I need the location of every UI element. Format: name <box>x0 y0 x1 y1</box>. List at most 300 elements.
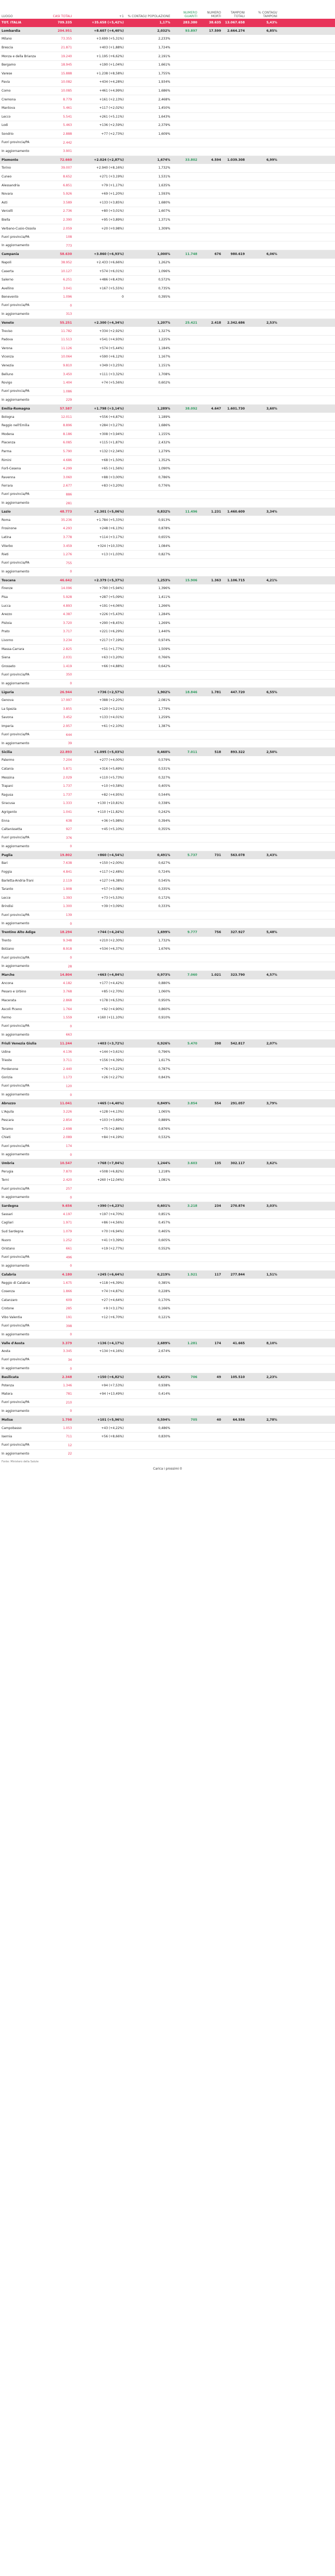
province-row[interactable] <box>0 1450 335 1459</box>
empty-cell <box>199 86 223 95</box>
empty-cell <box>307 1005 335 1014</box>
empty-cell <box>223 1048 247 1056</box>
empty-cell <box>279 1450 307 1459</box>
province-row[interactable] <box>0 499 335 508</box>
empty-cell <box>247 979 279 988</box>
province-row[interactable] <box>0 370 335 379</box>
region-row[interactable] <box>0 27 335 35</box>
province-row[interactable] <box>0 790 335 799</box>
empty-cell <box>223 1244 247 1253</box>
province-row[interactable] <box>0 996 335 1005</box>
total-cases: 229 <box>41 396 73 405</box>
province-row[interactable] <box>0 825 335 834</box>
place-name: Piacenza <box>0 439 41 448</box>
province-row[interactable] <box>0 327 335 335</box>
province-row[interactable] <box>0 421 335 430</box>
region-row[interactable] <box>0 1202 335 1210</box>
province-row[interactable] <box>0 275 335 284</box>
province-row[interactable] <box>0 516 335 524</box>
province-row[interactable] <box>0 894 335 902</box>
empty-cell <box>172 344 199 353</box>
province-row[interactable] <box>0 130 335 138</box>
daily-increase: +860 (+4,54%) <box>73 851 125 859</box>
province-row[interactable] <box>0 1244 335 1253</box>
empty-cell <box>199 1133 223 1142</box>
empty-cell <box>199 1450 223 1459</box>
province-row[interactable] <box>0 1305 335 1313</box>
empty-cell <box>307 95 335 104</box>
province-row[interactable] <box>0 396 335 405</box>
province-row[interactable] <box>0 482 335 491</box>
province-row[interactable] <box>0 671 335 680</box>
region-row[interactable] <box>0 1270 335 1279</box>
empty-cell <box>199 1347 223 1356</box>
province-row[interactable] <box>0 1151 335 1159</box>
empty-cell <box>199 1424 223 1432</box>
empty-cell <box>172 525 199 533</box>
province-row[interactable] <box>0 456 335 465</box>
province-row[interactable] <box>0 1005 335 1014</box>
province-row[interactable] <box>0 413 335 421</box>
empty-cell <box>307 610 335 619</box>
province-row[interactable] <box>0 1107 335 1116</box>
province-row[interactable] <box>0 988 335 997</box>
province-row[interactable] <box>0 550 335 559</box>
empty-cell <box>307 318 335 327</box>
empty-cell <box>172 1168 199 1176</box>
province-row[interactable] <box>0 224 335 233</box>
pct-population: 1,902% <box>125 688 172 696</box>
empty-cell <box>307 722 335 731</box>
province-row[interactable] <box>0 1364 335 1373</box>
place-name: In aggiornamento <box>0 396 41 405</box>
province-row[interactable] <box>0 1210 335 1219</box>
empty-cell <box>223 396 247 405</box>
total-cases: 4.136 <box>41 1048 73 1056</box>
province-row[interactable] <box>0 172 335 181</box>
empty-cell <box>247 241 279 250</box>
province-row[interactable] <box>0 121 335 130</box>
empty-cell <box>307 396 335 405</box>
province-row[interactable] <box>0 1279 335 1287</box>
province-row[interactable] <box>0 1322 335 1331</box>
empty-cell <box>307 902 335 911</box>
empty-cell <box>199 396 223 405</box>
province-row[interactable] <box>0 259 335 267</box>
header-tamponi[interactable]: TAMPONI TOTALI <box>230 11 245 18</box>
empty-cell <box>247 584 279 593</box>
empty-cell <box>279 1227 307 1236</box>
province-row[interactable] <box>0 1048 335 1056</box>
empty-cell <box>307 696 335 705</box>
province-row[interactable] <box>0 1390 335 1399</box>
empty-cell <box>199 628 223 636</box>
daily-increase: +73 (+5,53%) <box>73 894 125 902</box>
pct-population: 2,432% <box>125 439 172 448</box>
pct-population: 1,151% <box>125 361 172 370</box>
empty-cell <box>172 1005 199 1014</box>
total-cases: 19.240 <box>41 52 73 61</box>
province-row[interactable] <box>0 1142 335 1151</box>
empty-cell <box>247 1450 279 1459</box>
place-name: Siracusa <box>0 799 41 808</box>
province-row[interactable] <box>0 739 335 748</box>
province-row[interactable] <box>0 1398 335 1407</box>
load-more-link[interactable]: Carica i prossimi 0 <box>153 1466 182 1471</box>
region-row[interactable] <box>0 748 335 756</box>
province-row[interactable] <box>0 1065 335 1074</box>
province-row[interactable] <box>0 1347 335 1356</box>
province-row[interactable] <box>0 284 335 293</box>
empty-cell <box>172 739 199 748</box>
province-row[interactable] <box>0 1168 335 1176</box>
empty-cell <box>279 953 307 962</box>
province-row[interactable] <box>0 60 335 69</box>
pct-population: 0,735% <box>125 284 172 293</box>
empty-cell <box>199 1082 223 1091</box>
province-row[interactable] <box>0 69 335 78</box>
province-row[interactable] <box>0 78 335 87</box>
province-row[interactable] <box>0 1133 335 1142</box>
province-row[interactable] <box>0 945 335 954</box>
region-row[interactable] <box>0 1339 335 1347</box>
province-row[interactable] <box>0 335 335 344</box>
province-row[interactable] <box>0 112 335 121</box>
province-row[interactable] <box>0 138 335 147</box>
province-row[interactable] <box>0 817 335 825</box>
region-row[interactable] <box>0 928 335 936</box>
empty-cell <box>172 731 199 739</box>
province-row[interactable] <box>0 104 335 112</box>
daily-increase: +390 (+4,23%) <box>73 1202 125 1210</box>
header-luogo[interactable]: LUOGO <box>2 15 13 18</box>
total-cases: 7.204 <box>41 756 73 764</box>
province-row[interactable] <box>0 387 335 396</box>
province-row[interactable] <box>0 215 335 224</box>
pct-tests: 3,03% <box>247 1202 279 1210</box>
empty-cell <box>199 610 223 619</box>
province-row[interactable] <box>0 542 335 551</box>
empty-cell <box>172 189 199 198</box>
region-row[interactable] <box>0 1099 335 1107</box>
pct-population: 1,266% <box>125 602 172 610</box>
province-row[interactable] <box>0 490 335 499</box>
empty-cell <box>279 1244 307 1253</box>
province-row[interactable] <box>0 464 335 473</box>
empty-cell <box>199 335 223 344</box>
province-row[interactable] <box>0 525 335 533</box>
province-row[interactable] <box>0 962 335 971</box>
province-row[interactable] <box>0 843 335 851</box>
empty-cell <box>307 344 335 353</box>
pct-population: 0,172% <box>125 894 172 902</box>
empty-cell <box>199 259 223 267</box>
province-row[interactable] <box>0 1091 335 1100</box>
province-row[interactable] <box>0 722 335 731</box>
region-row[interactable] <box>0 250 335 259</box>
header-contagi-popolazione[interactable]: % CONTAGI/ POPOLAZIONE <box>127 15 171 18</box>
province-row[interactable] <box>0 1116 335 1125</box>
daily-increase: +574 (+5,44%) <box>73 344 125 353</box>
region-row[interactable] <box>0 688 335 696</box>
pct-population: 1,440% <box>125 628 172 636</box>
province-row[interactable] <box>0 1236 335 1245</box>
province-row[interactable] <box>0 653 335 662</box>
province-row[interactable] <box>0 662 335 671</box>
province-row[interactable] <box>0 731 335 739</box>
province-row[interactable] <box>0 756 335 764</box>
province-row[interactable] <box>0 361 335 370</box>
daily-increase: +156 (+4,39%) <box>73 1056 125 1065</box>
empty-cell <box>247 181 279 190</box>
province-row[interactable] <box>0 593 335 602</box>
province-row[interactable] <box>0 773 335 782</box>
total-row[interactable] <box>0 19 335 27</box>
province-row[interactable] <box>0 876 335 885</box>
empty-cell <box>172 301 199 310</box>
header-contagi-tamponi[interactable]: % CONTAGI/ TAMPONI <box>258 11 277 18</box>
province-row[interactable] <box>0 189 335 198</box>
province-row[interactable] <box>0 1013 335 1022</box>
region-row[interactable] <box>0 1373 335 1381</box>
daily-increase: +95 (+3,89%) <box>73 215 125 224</box>
pct-population: 2,674% <box>125 1347 172 1356</box>
province-row[interactable] <box>0 1176 335 1185</box>
province-row[interactable] <box>0 645 335 654</box>
province-row[interactable] <box>0 1424 335 1432</box>
province-row[interactable] <box>0 1356 335 1364</box>
province-row[interactable] <box>0 35 335 43</box>
empty-cell <box>223 817 247 825</box>
empty-cell <box>307 456 335 465</box>
empty-cell <box>73 1022 125 1031</box>
empty-cell <box>223 790 247 799</box>
province-row[interactable] <box>0 679 335 688</box>
empty-cell <box>247 859 279 868</box>
empty-cell <box>223 1432 247 1441</box>
empty-cell <box>279 1116 307 1125</box>
province-row[interactable] <box>0 911 335 920</box>
empty-cell <box>223 1022 247 1031</box>
place-name: Fermo <box>0 1013 41 1022</box>
province-row[interactable] <box>0 859 335 868</box>
province-row[interactable] <box>0 937 335 945</box>
header-incremento[interactable]: +1 <box>119 15 124 18</box>
empty-cell <box>199 671 223 680</box>
province-row[interactable] <box>0 353 335 362</box>
province-row[interactable] <box>0 834 335 843</box>
pct-population: 0,572% <box>125 275 172 284</box>
province-row[interactable] <box>0 705 335 713</box>
empty-cell <box>247 825 279 834</box>
province-row[interactable] <box>0 430 335 439</box>
empty-cell <box>307 69 335 78</box>
province-row[interactable] <box>0 233 335 241</box>
empty-cell <box>247 731 279 739</box>
province-row[interactable] <box>0 439 335 448</box>
header-guariti[interactable]: NUMERO GUARITI <box>183 11 198 18</box>
province-row[interactable] <box>0 52 335 61</box>
daily-increase: +111 (+3,32%) <box>73 370 125 379</box>
province-row[interactable] <box>0 868 335 876</box>
total-cases: 4.182 <box>41 979 73 988</box>
province-row[interactable] <box>0 920 335 928</box>
province-row[interactable] <box>0 764 335 773</box>
empty-cell <box>172 593 199 602</box>
province-row[interactable] <box>0 1056 335 1065</box>
empty-cell <box>172 705 199 713</box>
empty-cell <box>172 619 199 628</box>
place-name: In aggiornamento <box>0 147 41 156</box>
place-name: Teramo <box>0 1125 41 1133</box>
header-morti[interactable]: NUMERO MORTI <box>207 11 221 18</box>
province-row[interactable] <box>0 1074 335 1082</box>
empty-cell <box>307 1253 335 1262</box>
province-row[interactable] <box>0 619 335 628</box>
province-row[interactable] <box>0 902 335 911</box>
province-row[interactable] <box>0 1432 335 1441</box>
pct-population: 1,184% <box>125 344 172 353</box>
place-name: Fuori provincia/PA <box>0 1142 41 1151</box>
province-row[interactable] <box>0 378 335 387</box>
province-row[interactable] <box>0 1227 335 1236</box>
province-row[interactable] <box>0 1219 335 1228</box>
province-row[interactable] <box>0 1407 335 1416</box>
total-cases: 73.355 <box>41 35 73 43</box>
province-row[interactable] <box>0 1441 335 1450</box>
province-row[interactable] <box>0 86 335 95</box>
total-cases: 350 <box>41 671 73 680</box>
pct-population: 0,355% <box>125 825 172 834</box>
province-row[interactable] <box>0 344 335 353</box>
empty-cell <box>247 1142 279 1151</box>
empty-cell <box>279 1347 307 1356</box>
province-row[interactable] <box>0 1125 335 1133</box>
region-row[interactable] <box>0 156 335 164</box>
region-row[interactable] <box>0 851 335 859</box>
province-row[interactable] <box>0 533 335 542</box>
empty-cell <box>307 1450 335 1459</box>
province-row[interactable] <box>0 1287 335 1296</box>
pct-population: 0,242% <box>125 808 172 817</box>
province-row[interactable] <box>0 602 335 610</box>
empty-cell <box>307 739 335 748</box>
empty-cell <box>125 241 172 250</box>
province-row[interactable] <box>0 95 335 104</box>
region-row[interactable] <box>0 971 335 979</box>
pct-tests: 2,53% <box>247 318 279 327</box>
province-row[interactable] <box>0 713 335 722</box>
total-cases: 285 <box>41 1305 73 1313</box>
daily-increase: +768 (+7,84%) <box>73 1159 125 1167</box>
region-row[interactable] <box>0 318 335 327</box>
empty-cell <box>279 1031 307 1040</box>
pct-population: 0,786% <box>125 473 172 482</box>
empty-cell <box>247 843 279 851</box>
province-row[interactable] <box>0 301 335 310</box>
province-row[interactable] <box>0 1330 335 1339</box>
total-cases: 3.226 <box>41 1107 73 1116</box>
province-row[interactable] <box>0 696 335 705</box>
empty-cell <box>223 834 247 843</box>
empty-cell <box>307 421 335 430</box>
region-row[interactable] <box>0 1039 335 1048</box>
province-row[interactable] <box>0 293 335 302</box>
region-row[interactable] <box>0 1159 335 1167</box>
province-row[interactable] <box>0 979 335 988</box>
region-row[interactable] <box>0 576 335 584</box>
empty-cell <box>307 310 335 319</box>
place-name: Fuori provincia/PA <box>0 731 41 739</box>
province-row[interactable] <box>0 1082 335 1091</box>
daily-increase: +79 (+1,17%) <box>73 181 125 190</box>
province-row[interactable] <box>0 267 335 276</box>
empty-cell <box>172 172 199 181</box>
province-row[interactable] <box>0 885 335 894</box>
empty-cell <box>307 1031 335 1040</box>
province-row[interactable] <box>0 181 335 190</box>
province-row[interactable] <box>0 628 335 636</box>
province-row[interactable] <box>0 584 335 593</box>
empty-cell <box>247 439 279 448</box>
empty-cell <box>223 671 247 680</box>
province-row[interactable] <box>0 636 335 645</box>
header-casi-totali[interactable]: CASI TOTALI <box>53 15 72 18</box>
empty-cell <box>172 911 199 920</box>
province-row[interactable] <box>0 147 335 156</box>
province-row[interactable] <box>0 1184 335 1193</box>
province-row[interactable] <box>0 164 335 172</box>
region-row[interactable] <box>0 404 335 413</box>
province-row[interactable] <box>0 473 335 482</box>
province-row[interactable] <box>0 1022 335 1031</box>
empty-cell <box>247 1082 279 1091</box>
province-row[interactable] <box>0 953 335 962</box>
province-row[interactable] <box>0 799 335 808</box>
province-row[interactable] <box>0 1253 335 1262</box>
pct-population: 1,284% <box>125 610 172 619</box>
province-row[interactable] <box>0 1193 335 1202</box>
province-row[interactable] <box>0 568 335 577</box>
empty-cell <box>307 215 335 224</box>
province-row[interactable] <box>0 1031 335 1040</box>
total-cases: 14.096 <box>41 584 73 593</box>
province-row[interactable] <box>0 43 335 52</box>
pct-population: 1,396% <box>125 584 172 593</box>
province-row[interactable] <box>0 198 335 207</box>
empty-cell <box>279 945 307 954</box>
province-row[interactable] <box>0 782 335 790</box>
province-row[interactable] <box>0 1262 335 1271</box>
province-row[interactable] <box>0 808 335 817</box>
region-row[interactable] <box>0 1415 335 1424</box>
province-row[interactable] <box>0 1296 335 1305</box>
province-row[interactable] <box>0 447 335 456</box>
empty-cell <box>199 559 223 568</box>
empty-cell <box>199 370 223 379</box>
empty-cell <box>307 1322 335 1331</box>
province-row[interactable] <box>0 310 335 319</box>
daily-increase: +110 (+5,73%) <box>73 773 125 782</box>
province-row[interactable] <box>0 559 335 568</box>
province-row[interactable] <box>0 241 335 250</box>
province-row[interactable] <box>0 610 335 619</box>
province-row[interactable] <box>0 207 335 216</box>
region-row[interactable] <box>0 507 335 516</box>
tests: 893.322 <box>223 748 247 756</box>
province-row[interactable] <box>0 1381 335 1389</box>
province-row[interactable] <box>0 1313 335 1322</box>
